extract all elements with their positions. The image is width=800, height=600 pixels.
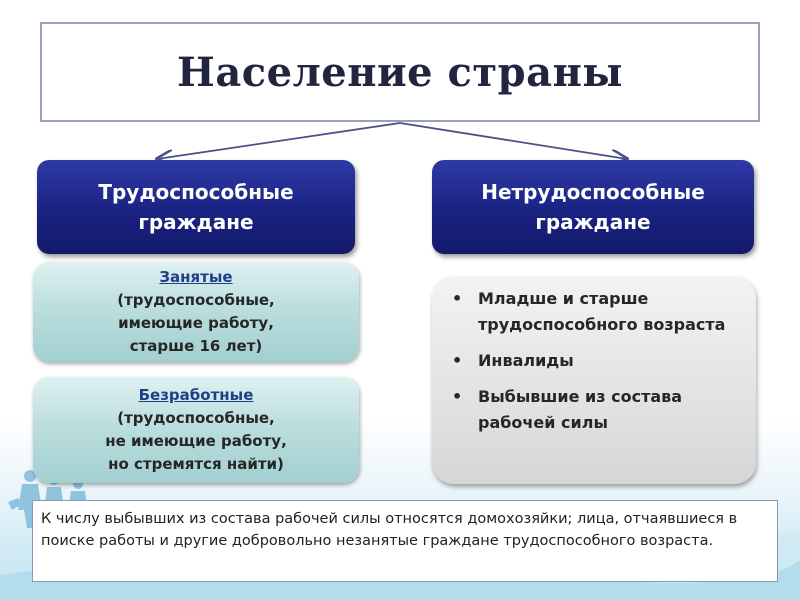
list-item-text: Инвалиды [478, 351, 574, 370]
category-disabled [432, 160, 754, 254]
bullet-icon: • [452, 387, 463, 406]
employed-line: старше 16 лет) [129, 337, 263, 355]
diagram-title: Население страны [177, 48, 623, 96]
category-able-bodied-label: Трудоспособные граждане [98, 180, 294, 234]
arrow-to-unable [400, 123, 627, 159]
list-item [448, 286, 742, 338]
footnote-box [32, 500, 778, 582]
employed-box [33, 262, 359, 362]
unemployed-heading: Безработные [138, 386, 254, 404]
disabled-categories-list [432, 276, 756, 484]
unemployed-box [33, 377, 359, 483]
arrow-to-able [157, 123, 400, 159]
category-able-bodied [37, 160, 355, 254]
bullet-icon: • [452, 351, 463, 370]
list-item-text: Младше и старше трудоспособного возраста [478, 289, 726, 334]
employed-line: (трудоспособные, [117, 291, 275, 309]
category-disabled-label: Нетрудоспособные граждане [481, 180, 705, 234]
footnote-text: К числу выбывших из состава рабочей силы относятся домохозяйки; лица, отчаявшиеся в поиске работы и другие добровольно незанятые граждане трудоспособного возраста. [41, 511, 738, 549]
unemployed-line: не имеющие работу, [105, 432, 287, 450]
list-item-text: Выбывшие из состава рабочей силы [478, 387, 683, 432]
employed-line: имеющие работу, [118, 314, 274, 332]
unemployed-line: но стремятся найти) [108, 455, 284, 473]
list-item [448, 384, 742, 436]
unemployed-line: (трудоспособные, [117, 409, 275, 427]
bullet-icon: • [452, 289, 463, 308]
employed-heading: Занятые [159, 268, 233, 286]
list-item [448, 348, 742, 374]
